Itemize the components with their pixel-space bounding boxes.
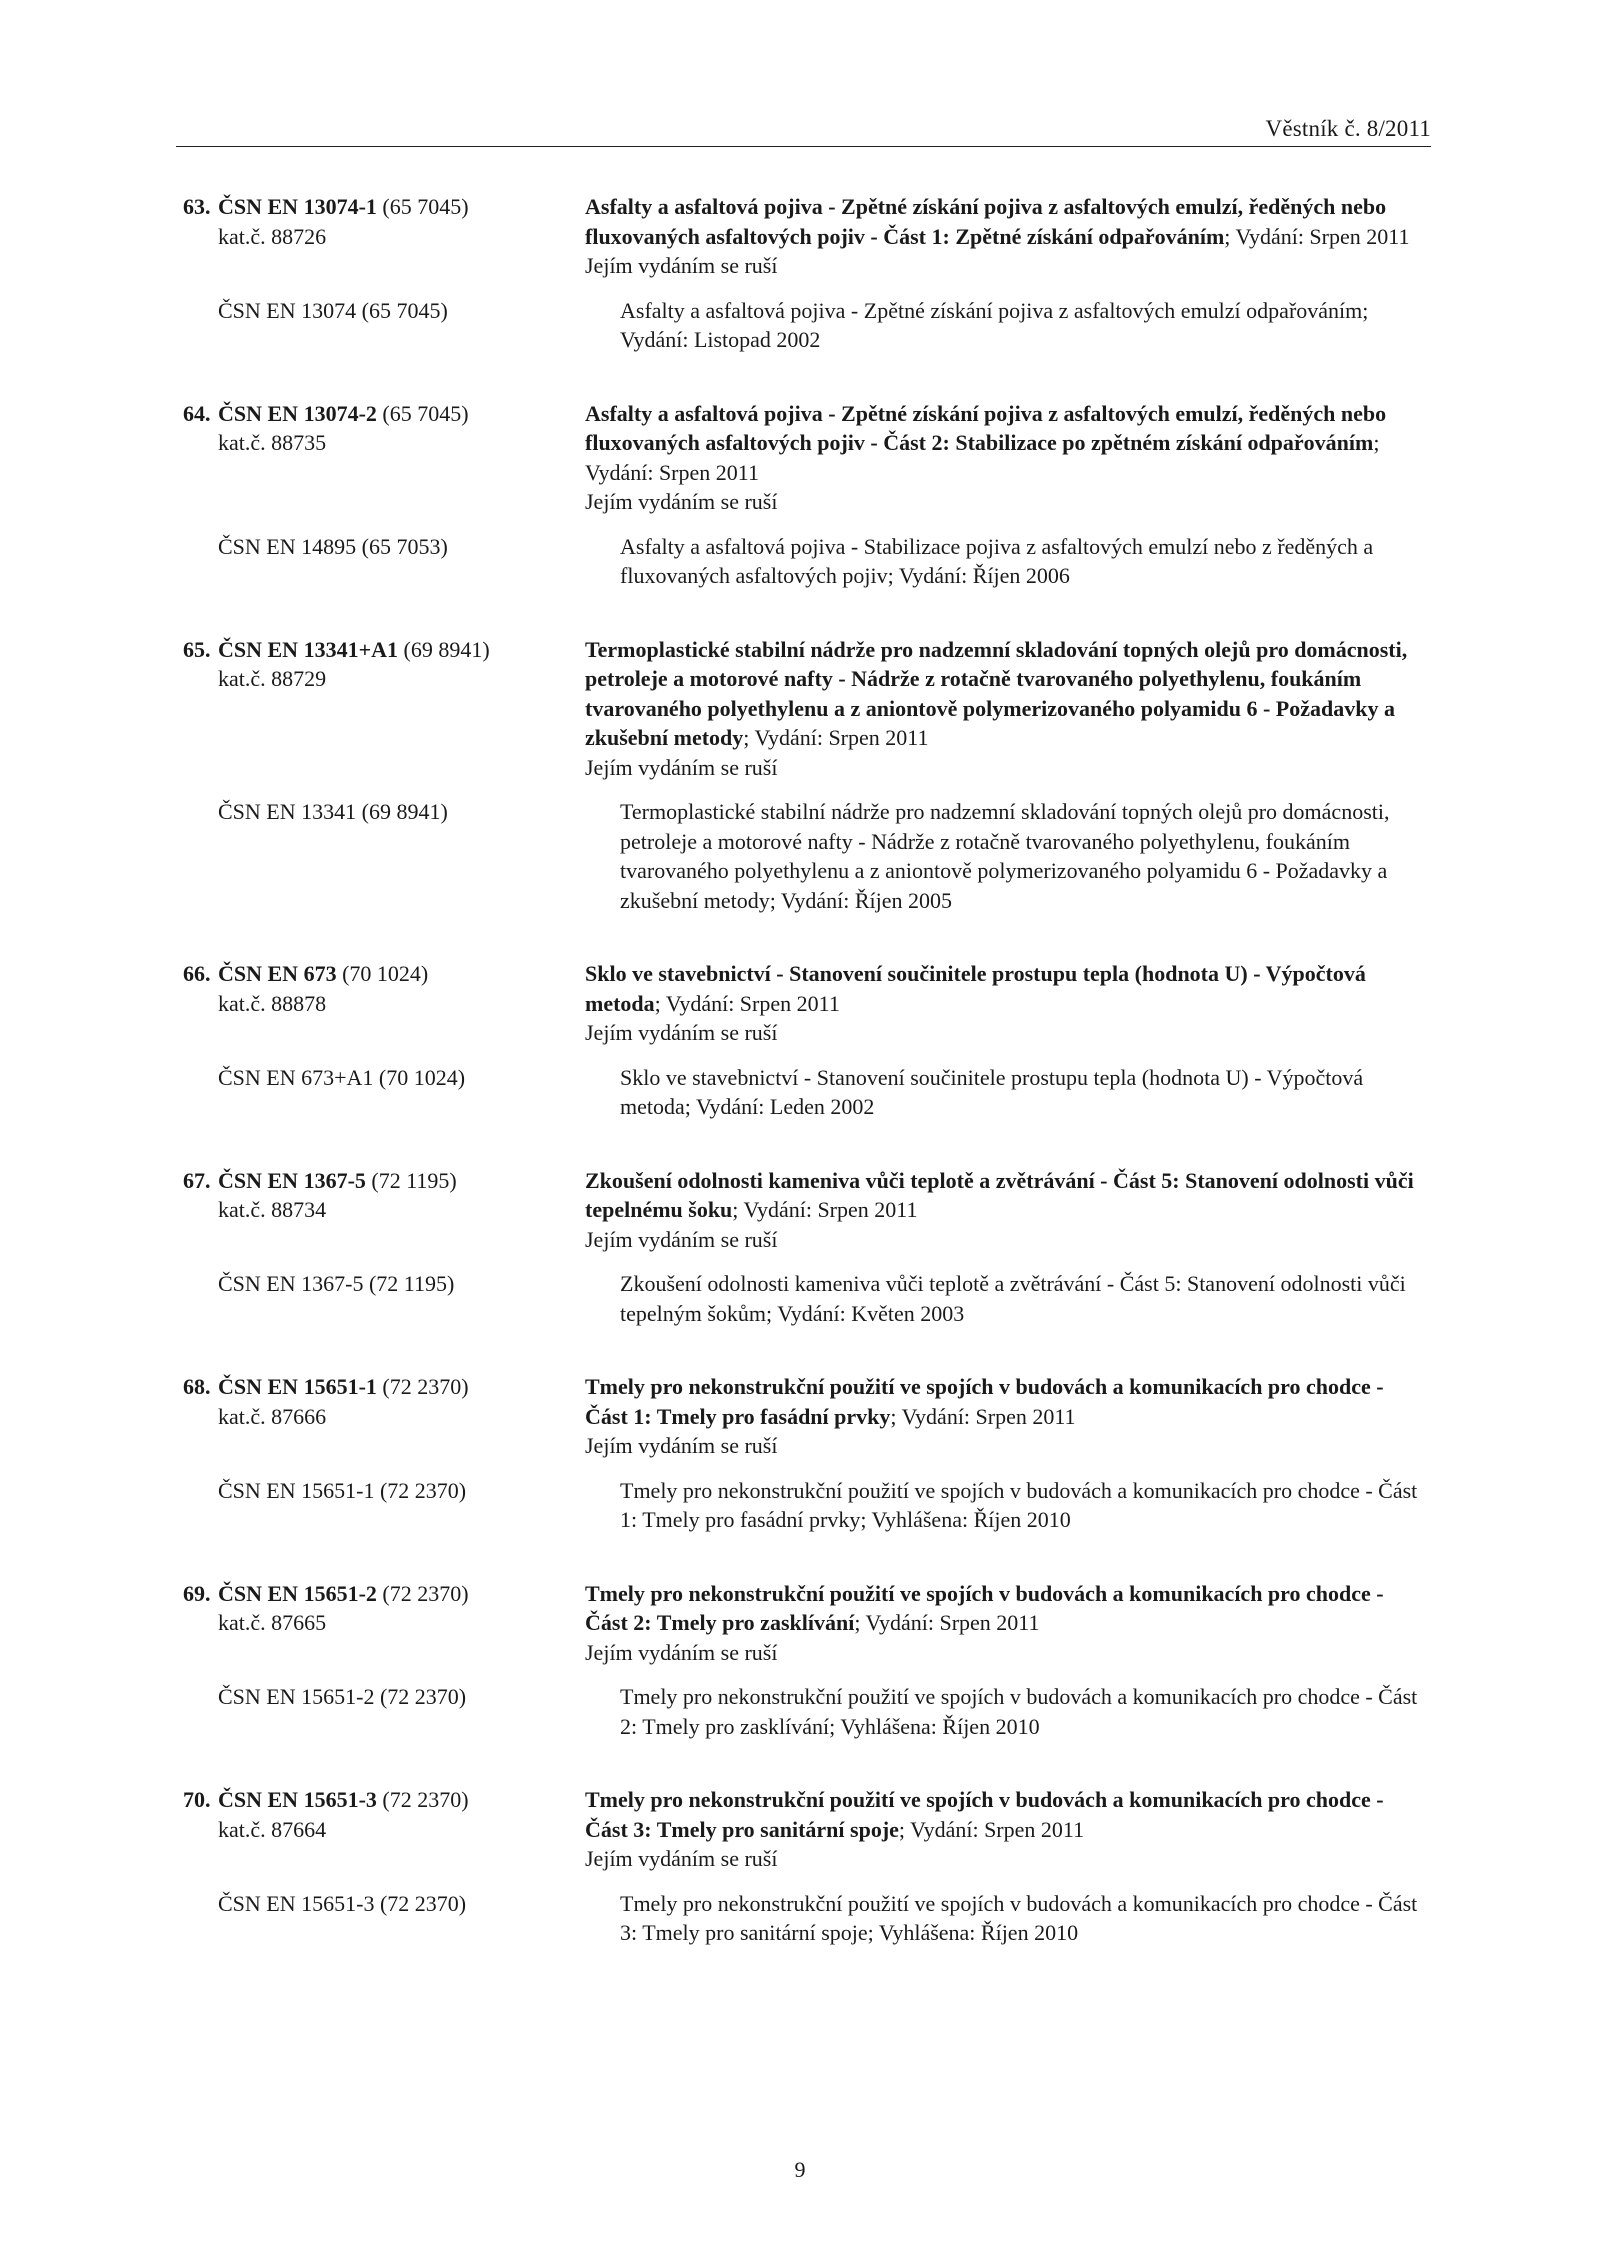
catalog-number: kat.č. 87665 [218, 1610, 327, 1635]
standard-entry [183, 1372, 1423, 1535]
new-standard-row [183, 1579, 1423, 1668]
standard-entry [183, 399, 1423, 591]
standard-entry [183, 192, 1423, 355]
standard-number: ČSN EN 1367-5 [218, 1167, 366, 1193]
replaced-standard-number: ČSN EN 1367-5 (72 1195) [218, 1271, 455, 1296]
replaced-standard-description: Sklo ve stavebnictví - Stanovení součinitele prostupu tepla (hodnota U) - Výpočtová metoda; Vydání: Leden 2002 [620, 1064, 1364, 1119]
issue-date: ; Vydání: Srpen 2011 [854, 1610, 1040, 1635]
standard-id-block [183, 959, 585, 1018]
standard-number: ČSN EN 13074-2 [218, 400, 377, 426]
standard-title: Tmely pro nekonstrukční použití ve spojích v budovách a komunikacích pro chodce - Část 1: Tmely pro fasádní prvky [585, 1374, 1384, 1429]
bulletin-title: Věstník č. 8/2011 [1265, 116, 1431, 141]
cancellation-note: Jejím vydáním se ruší [585, 1020, 778, 1045]
page-number: 9 [794, 2157, 806, 2182]
standard-id-block [183, 635, 585, 694]
classification-code: (70 1024) [336, 961, 429, 986]
entry-number: 68. [183, 1374, 211, 1399]
standard-id-block [183, 399, 585, 458]
standard-entry [183, 635, 1423, 916]
standard-description [585, 635, 1423, 783]
cancellation-note: Jejím vydáním se ruší [585, 1433, 778, 1458]
replaced-standard-row [183, 532, 1423, 591]
standard-description [585, 1785, 1423, 1874]
replaced-standard-row [183, 1476, 1423, 1535]
entry-number: 63. [183, 194, 211, 219]
standard-title: Tmely pro nekonstrukční použití ve spojích v budovách a komunikacích pro chodce - Část 2: Tmely pro zasklívání [585, 1580, 1384, 1635]
new-standard-row [183, 1166, 1423, 1255]
standard-title: Sklo ve stavebnictví - Stanovení součinitele prostupu tepla (hodnota U) - Výpočtová metoda [585, 961, 1366, 1016]
page-header [176, 110, 1431, 147]
classification-code: (72 2370) [376, 1374, 469, 1399]
issue-date: ; Vydání: Srpen 2011 [585, 430, 1380, 485]
standard-description [585, 399, 1423, 517]
replaced-standard-description: Asfalty a asfaltová pojiva - Stabilizace pojiva z asfaltových emulzí nebo z ředěných a fluxovaných asfaltových pojiv; Vydání: Říjen 2006 [620, 533, 1374, 588]
standard-entry [183, 1785, 1423, 1948]
replaced-standard-number: ČSN EN 13074 (65 7045) [218, 297, 448, 323]
catalog-number: kat.č. 88729 [218, 666, 327, 691]
cancellation-note: Jejím vydáním se ruší [585, 489, 778, 514]
replaced-standard-description: Zkoušení odolnosti kameniva vůči teplotě a zvětrávání - Část 5: Stanovení odolnosti vůči tepelným šokům; Vydání: Květen 2003 [620, 1271, 1406, 1326]
standard-title: Zkoušení odolnosti kameniva vůči teplotě a zvětrávání - Část 5: Stanovení odolnosti vůči tepelnému šoku [585, 1167, 1414, 1222]
replaced-standard-row [183, 1682, 1423, 1741]
new-standard-row [183, 1785, 1423, 1874]
issue-date: ; Vydání: Srpen 2011 [1224, 223, 1410, 249]
standard-title: Asfalty a asfaltová pojiva - Zpětné získání pojiva z asfaltových emulzí, ředěných nebo fluxovaných asfaltových pojiv - Část 2: Stabilizace po zpětném získání odpařováním [585, 400, 1387, 455]
standard-description [585, 959, 1423, 1048]
catalog-number: kat.č. 88734 [218, 1197, 327, 1222]
entry-number: 65. [183, 636, 211, 662]
issue-date: ; Vydání: Srpen 2011 [743, 725, 929, 750]
entry-number: 64. [183, 400, 211, 426]
replaced-standard-number: ČSN EN 15651-3 (72 2370) [218, 1890, 467, 1916]
replaced-standard-description: Termoplastické stabilní nádrže pro nadzemní skladování topných olejů pro domácnosti, petroleje a motorové nafty - Nádrže z rotačně tvarovaného polyethylenu, foukáním tvarovaného polyethylenu a z aniontově polymerizovaného polyamidu 6 - Požadavky a zkušební metody; Vydání: Říjen 2005 [620, 799, 1390, 913]
standard-number: ČSN EN 15651-2 [218, 1580, 377, 1606]
classification-code: (69 8941) [398, 636, 490, 662]
entry-number: 67. [183, 1167, 211, 1193]
standard-title: Asfalty a asfaltová pojiva - Zpětné získání pojiva z asfaltových emulzí, ředěných nebo fluxovaných asfaltových pojiv - Část 1: Zpětné získání odpařováním [585, 194, 1387, 249]
catalog-number: kat.č. 88735 [218, 430, 327, 455]
standard-description [585, 1166, 1423, 1255]
classification-code: (65 7045) [376, 400, 469, 426]
issue-date: ; Vydání: Srpen 2011 [898, 1816, 1085, 1842]
standard-entry [183, 1579, 1423, 1742]
replaced-standard-row [183, 797, 1423, 915]
replaced-standard-description: Asfalty a asfaltová pojiva - Zpětné získání pojiva z asfaltových emulzí odpařováním; Vydání: Listopad 2002 [620, 297, 1369, 352]
catalog-number: kat.č. 87664 [218, 1816, 327, 1842]
catalog-number: kat.č. 87666 [218, 1403, 327, 1429]
standard-entry [183, 1166, 1423, 1329]
catalog-number: kat.č. 88726 [218, 223, 327, 249]
issue-date: ; Vydání: Srpen 2011 [890, 1403, 1076, 1429]
new-standard-row [183, 399, 1423, 517]
replaced-standard-number: ČSN EN 15651-2 (72 2370) [218, 1684, 467, 1709]
replaced-standard-row [183, 1063, 1423, 1122]
new-standard-row [183, 1372, 1423, 1461]
replaced-standard-row [183, 1889, 1423, 1948]
standard-title: Tmely pro nekonstrukční použití ve spojích v budovách a komunikacích pro chodce - Část 3: Tmely pro sanitární spoje [585, 1787, 1384, 1842]
standard-description [585, 1579, 1423, 1668]
standard-id-block [183, 1579, 585, 1638]
new-standard-row [183, 635, 1423, 783]
replaced-standard-number: ČSN EN 673+A1 (70 1024) [218, 1064, 466, 1090]
issue-date: ; Vydání: Srpen 2011 [732, 1197, 918, 1222]
new-standard-row [183, 192, 1423, 281]
entry-number: 70. [183, 1787, 211, 1812]
standard-description [585, 192, 1423, 281]
replaced-standard-number: ČSN EN 15651-1 (72 2370) [218, 1477, 467, 1503]
entry-number: 69. [183, 1580, 211, 1606]
cancellation-note: Jejím vydáním se ruší [585, 1226, 778, 1252]
classification-code: (65 7045) [376, 194, 469, 219]
standard-number: ČSN EN 13074-1 [218, 194, 377, 219]
standard-id-block [183, 1166, 585, 1225]
replaced-standard-number: ČSN EN 14895 (65 7053) [218, 533, 448, 559]
standard-entry [183, 959, 1423, 1122]
standard-number: ČSN EN 13341+A1 [218, 636, 398, 662]
standard-number: ČSN EN 15651-3 [218, 1787, 377, 1812]
new-standard-row [183, 959, 1423, 1048]
cancellation-note: Jejím vydáním se ruší [585, 754, 778, 780]
replaced-standard-description: Tmely pro nekonstrukční použití ve spojích v budovách a komunikacích pro chodce - Část 2: Tmely pro zasklívání; Vyhlášena: Říjen 2010 [620, 1684, 1418, 1739]
replaced-standard-description: Tmely pro nekonstrukční použití ve spojích v budovách a komunikacích pro chodce - Část 1: Tmely pro fasádní prvky; Vyhlášena: Říjen 2010 [620, 1477, 1418, 1532]
replaced-standard-row [183, 1269, 1423, 1328]
issue-date: ; Vydání: Srpen 2011 [654, 990, 840, 1016]
classification-code: (72 1195) [365, 1167, 457, 1193]
standard-id-block [183, 1372, 585, 1431]
standard-description [585, 1372, 1423, 1461]
cancellation-note: Jejím vydáním se ruší [585, 1639, 778, 1665]
catalog-number: kat.č. 88878 [218, 990, 327, 1016]
classification-code: (72 2370) [376, 1580, 469, 1606]
entry-number: 66. [183, 961, 211, 986]
cancellation-note: Jejím vydáním se ruší [585, 1846, 778, 1871]
standard-number: ČSN EN 673 [218, 961, 337, 986]
standard-id-block [183, 1785, 585, 1844]
standard-id-block [183, 192, 585, 251]
classification-code: (72 2370) [376, 1787, 469, 1812]
cancellation-note: Jejím vydáním se ruší [585, 253, 778, 278]
replaced-standard-number: ČSN EN 13341 (69 8941) [218, 799, 448, 824]
replaced-standard-row [183, 296, 1423, 355]
standard-title: Termoplastické stabilní nádrže pro nadzemní skladování topných olejů pro domácnosti, petroleje a motorové nafty - Nádrže z rotačně tvarovaného polyethylenu, foukáním tvarovaného polyethylenu a z aniontově polymerizovaného polyamidu 6 - Požadavky a zkušební metody [585, 636, 1408, 750]
standards-list [183, 192, 1423, 1992]
standard-number: ČSN EN 15651-1 [218, 1374, 377, 1399]
replaced-standard-description: Tmely pro nekonstrukční použití ve spojích v budovách a komunikacích pro chodce - Část 3: Tmely pro sanitární spoje; Vyhlášena: Říjen 2010 [620, 1890, 1418, 1945]
